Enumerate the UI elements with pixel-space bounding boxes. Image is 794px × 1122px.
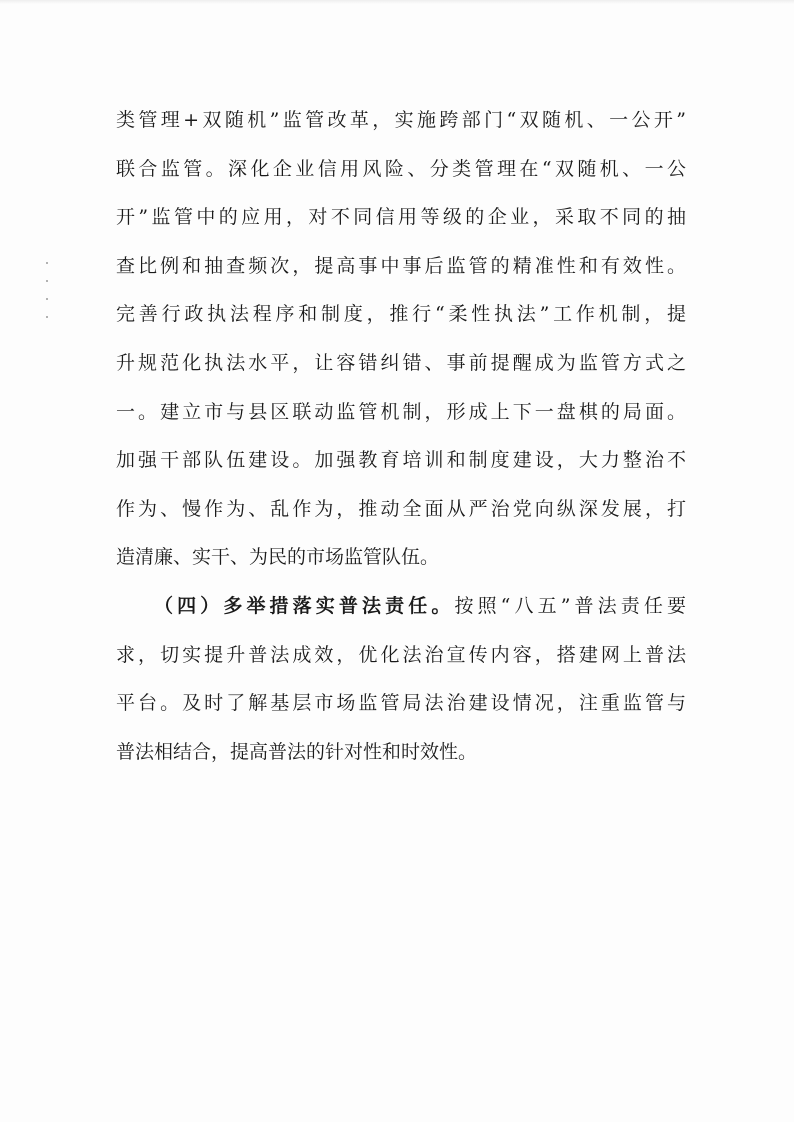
binding-hole-marks — [46, 262, 50, 322]
scan-edge — [0, 0, 794, 4]
section-heading: （四）多举措落实普法责任。 — [154, 594, 455, 617]
paragraph-line: 开”监管中的应用，对不同信用等级的企业，采取不同的抽 — [116, 206, 686, 229]
paragraph-line: 平台。及时了解基层市场监管局法治建设情况，注重监管与 — [116, 692, 686, 715]
paragraph-line: 查比例和抽查频次，提高事中事后监管的精准性和有效性。 — [116, 254, 686, 277]
body-text — [116, 96, 686, 776]
paragraph-line: 联合监管。深化企业信用风险、分类管理在“双随机、一公 — [116, 157, 686, 180]
paragraph-line: 完善行政执法程序和制度，推行“柔性执法”工作机制，提 — [116, 303, 686, 326]
section-text: 按照“八五”普法责任要 — [454, 594, 686, 617]
paragraph-line: 一。建立市与县区联动监管机制，形成上下一盘棋的局面。 — [116, 400, 686, 423]
section-four-first-line — [116, 582, 686, 631]
paragraph-line: 加强干部队伍建设。加强教育培训和制度建设，大力整治不 — [116, 449, 686, 472]
binding-mark — [46, 298, 48, 300]
paragraph-line: 类管理+双随机”监管改革，实施跨部门“双随机、一公开” — [116, 109, 686, 131]
paragraph-line: 普法相结合，提高普法的针对性和时效性。 — [116, 740, 478, 763]
binding-mark — [46, 262, 48, 264]
paragraph-line: 升规范化执法水平，让容错纠错、事前提醒成为监管方式之 — [116, 351, 686, 374]
paragraph-line: 作为、慢作为、乱作为，推动全面从严治党向纵深发展，打 — [116, 497, 686, 520]
binding-mark — [46, 316, 48, 318]
paragraph-line: 求，切实提升普法成效，优化法治宣传内容，搭建网上普法 — [116, 643, 686, 666]
paragraph-line: 造清廉、实干、为民的市场监管队伍。 — [116, 546, 440, 569]
binding-mark — [46, 280, 48, 282]
